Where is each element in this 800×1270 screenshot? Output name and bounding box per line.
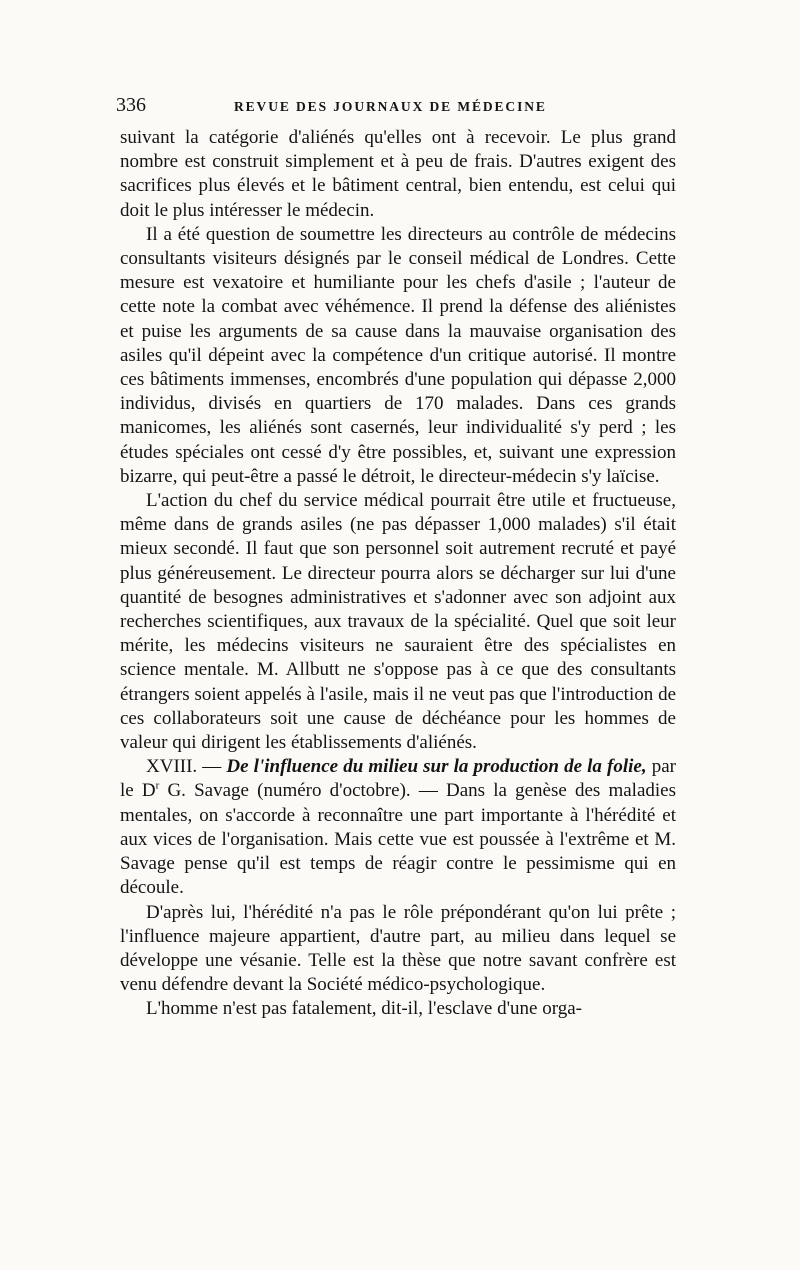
doctor-abbreviation-superscript: r (155, 780, 160, 793)
section-number: XVIII. — (146, 756, 227, 778)
paragraph-4-section-xviii (120, 755, 676, 900)
paragraph-5: D'après lui, l'hérédité n'a pas le rôle prépondérant qu'on lui prête ; l'influence majeure appartient, d'autre part, au milieu dans lequel se développe une vésanie. Telle est la thèse que notre savant confrère est venu défendre devant la Société médico-psychologique. (120, 901, 676, 996)
paragraph-6: L'homme n'est pas fatalement, dit-il, l'esclave d'une orga- (146, 998, 582, 1020)
running-head (116, 92, 676, 118)
paragraph-3: L'action du chef du service médical pourrait être utile et fructueuse, même dans de grands asiles (ne pas dépasser 1,000 malades) s'il était mieux secondé. Il faut que son personnel soit autrement recruté et payé plus généreusement. Le directeur pourra alors se décharger sur lui d'une quantité de besognes administratives et s'adonner avec son adjoint aux recherches scientifiques, aux travaux de la spécialité. Quel que soit leur mérite, les médecins visiteurs ne sauraient être des spécialistes en science mentale. M. Allbutt ne s'oppose pas à ce que des consultants étrangers soient appelés à l'asile, mais il ne veut pas que l'introduction de ces collaborateurs soit une cause de déchéance pour les hommes de valeur qui dirigent les établissements d'aliénés. (120, 490, 676, 754)
article-body (120, 126, 676, 1022)
section-title: De l'influence du milieu sur la production de la folie, (226, 756, 647, 778)
page-number: 336 (116, 94, 146, 116)
section-author-lead: par le D (120, 756, 676, 802)
paragraph-1: suivant la catégorie d'aliénés qu'elles ont à recevoir. Le plus grand nombre est construit simplement et à peu de frais. D'autres exigent des sacrifices plus élevés et le bâtiment central, bien entendu, est celui qui doit le plus intéresser le médecin. (120, 127, 676, 221)
section-author-rest: G. Savage (numéro d'octobre). — Dans la genèse des maladies mentales, on s'accorde à reconnaître une part importante à l'hérédité et aux vices de l'organisation. Mais cette vue est poussée à l'extrême et M. Savage pense qu'il est temps de réagir contre le pessimisme qui en découle. (120, 780, 676, 899)
journal-header-title: REVUE DES JOURNAUX DE MÉDECINE (234, 99, 547, 114)
paragraph-2: Il a été question de soumettre les directeurs au contrôle de médecins consultants visiteurs désignés par le conseil médical de Londres. Cette mesure est vexatoire et humiliante pour les chefs d'asile ; l'auteur de cette note la combat avec véhémence. Il prend la défense des aliénistes et puise les arguments de sa cause dans la mauvaise organisation des asiles qu'il dépeint avec la compétence d'un critique autorisé. Il montre ces bâtiments immenses, encombrés d'une population qui dépasse 2,000 individus, divisés en quartiers de 170 malades. Dans ces grands manicomes, les aliénés sont casernés, leur individualité s'y perd ; les études spéciales ont cessé d'y être possibles, et, suivant une expression bizarre, qui peut-être a passé le détroit, le directeur-médecin s'y laïcise. (120, 223, 676, 487)
